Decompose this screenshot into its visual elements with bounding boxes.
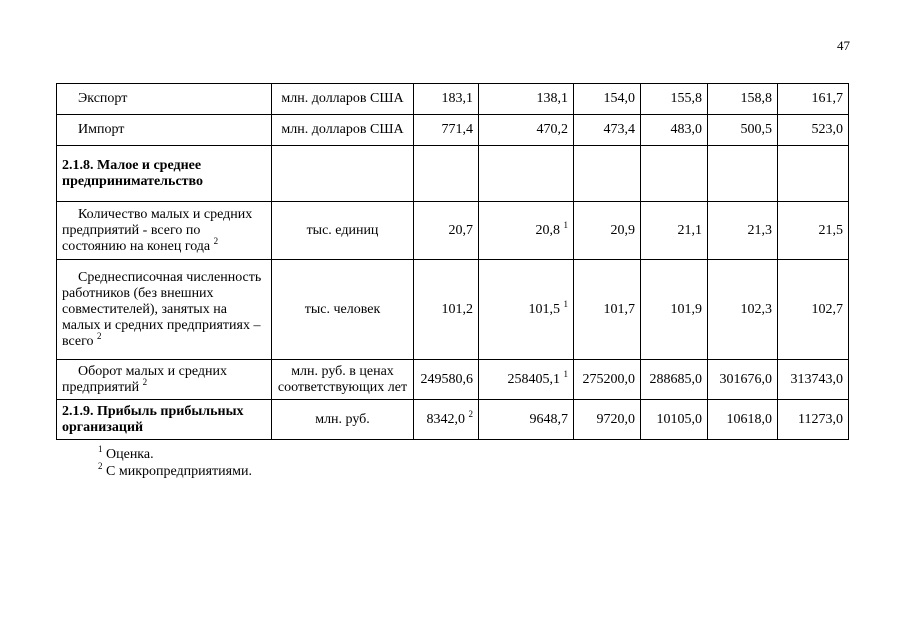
value-cell: 155,8 (641, 84, 708, 115)
value-cell: 154,0 (574, 84, 641, 115)
value-cell: 101,5 $^1$ (479, 260, 574, 360)
row-label: Среднесписочная численность работников (без внешних совместителей), занятых на малых и средних предприятиях – всего $^2$ (57, 260, 272, 360)
value-cell: 20,8 $^1$ (479, 202, 574, 260)
value-cell: 101,2 (414, 260, 479, 360)
value-cell: 249580,6 (414, 360, 479, 400)
value-cell: 500,5 (708, 115, 778, 146)
statistics-table (56, 83, 849, 440)
table-row (57, 360, 849, 400)
row-unit (272, 146, 414, 202)
value-cell: 10105,0 (641, 400, 708, 440)
value-cell: 21,3 (708, 202, 778, 260)
value-cell: 301676,0 (708, 360, 778, 400)
value-cell: 483,0 (641, 115, 708, 146)
row-unit: тыс. человек (272, 260, 414, 360)
value-cell: 21,1 (641, 202, 708, 260)
row-unit: млн. руб. в ценах соответствующих лет (272, 360, 414, 400)
value-cell (641, 146, 708, 202)
row-label: Количество малых и средних предприятий - всего по состоянию на конец года $^2$ (57, 202, 272, 260)
value-cell: 9720,0 (574, 400, 641, 440)
value-cell: 473,4 (574, 115, 641, 146)
value-cell: 21,5 (778, 202, 849, 260)
value-cell: 102,3 (708, 260, 778, 360)
row-unit: млн. долларов США (272, 84, 414, 115)
footnote-mark: 2 (97, 330, 102, 341)
table-row (57, 260, 849, 360)
value-cell: 258405,1 $^1$ (479, 360, 574, 400)
footnote-mark: 1 (563, 368, 568, 379)
table-row-section (57, 146, 849, 202)
value-cell: 10618,0 (708, 400, 778, 440)
value-cell: 288685,0 (641, 360, 708, 400)
value-cell: 11273,0 (778, 400, 849, 440)
value-cell: 771,4 (414, 115, 479, 146)
section-heading: 2.1.9. Прибыль прибыльных организаций (57, 400, 272, 440)
table-row (57, 202, 849, 260)
footnote: $^2$ С микропредприятиями. (98, 461, 252, 479)
value-cell: 523,0 (778, 115, 849, 146)
row-unit: тыс. единиц (272, 202, 414, 260)
value-cell: 183,1 (414, 84, 479, 115)
footnote-mark: 1 (563, 219, 568, 230)
footnote-mark: 2 (142, 376, 148, 387)
footnote-mark: 2 (98, 461, 103, 471)
value-cell (479, 146, 574, 202)
footnote-mark: 1 (98, 444, 103, 454)
footnote-mark: 2 (213, 235, 219, 246)
value-cell: 20,9 (574, 202, 641, 260)
value-cell: 275200,0 (574, 360, 641, 400)
row-label: Экспорт (57, 84, 272, 115)
row-unit: млн. долларов США (272, 115, 414, 146)
footnote: $^1$ Оценка. (98, 444, 154, 462)
footnotes (98, 446, 252, 480)
row-label: Импорт (57, 115, 272, 146)
value-cell (574, 146, 641, 202)
row-unit: млн. руб. (272, 400, 414, 440)
value-cell (414, 146, 479, 202)
value-cell: 158,8 (708, 84, 778, 115)
table-row (57, 84, 849, 115)
value-cell: 8342,0 $^2$ (414, 400, 479, 440)
value-cell (708, 146, 778, 202)
page-number: 47 (837, 38, 850, 53)
value-cell: 20,7 (414, 202, 479, 260)
value-cell: 138,1 (479, 84, 574, 115)
value-cell: 470,2 (479, 115, 574, 146)
row-label: Оборот малых и средних предприятий $^2$ (57, 360, 272, 400)
value-cell: 102,7 (778, 260, 849, 360)
footnote-mark: 2 (468, 408, 473, 419)
value-cell: 161,7 (778, 84, 849, 115)
value-cell (778, 146, 849, 202)
value-cell: 313743,0 (778, 360, 849, 400)
value-cell: 101,9 (641, 260, 708, 360)
table-row (57, 115, 849, 146)
table-row-section (57, 400, 849, 440)
footnote-mark: 1 (563, 298, 568, 309)
value-cell: 9648,7 (479, 400, 574, 440)
section-heading: 2.1.8. Малое и среднее предпринимательство (57, 146, 272, 202)
value-cell: 101,7 (574, 260, 641, 360)
